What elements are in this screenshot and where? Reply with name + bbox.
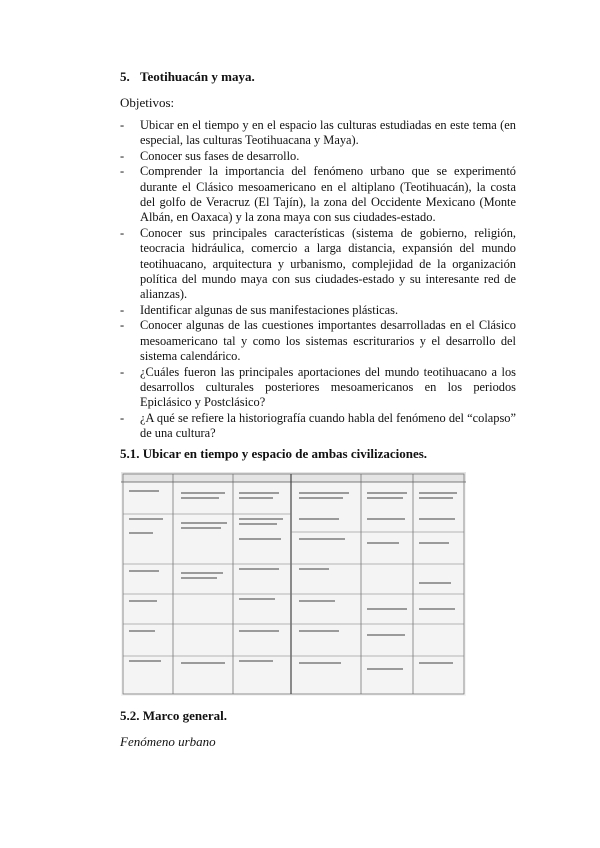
objective-text: ¿Cuáles fueron las principales aportaciones del mundo teotihuacano a los desarrollos culturales posteriores mesoamericanos en los periodos Epiclásico y Postclásico? bbox=[140, 364, 516, 410]
chronology-table-image bbox=[121, 472, 466, 696]
list-dash: - bbox=[120, 302, 125, 317]
objective-item bbox=[120, 365, 516, 411]
section-number: 5. bbox=[120, 69, 130, 84]
objective-text: Comprender la importancia del fenómeno urbano que se experimentó durante el Clásico mesoamericano en el altiplano (Teotihuacán), la costa del golfo de Veracruz (El Tajín), la zona del Occidente Mexicano (Monte Albán, en Oaxaca) y la zona maya con sus ciudades-estado. bbox=[140, 164, 516, 225]
objective-item bbox=[120, 164, 516, 226]
subheading-fenomeno-urbano: Fenómeno urbano bbox=[120, 734, 216, 749]
objective-item bbox=[120, 411, 516, 442]
section-title: Teotihuacán y maya. bbox=[140, 69, 255, 84]
list-dash: - bbox=[120, 164, 125, 179]
objective-text: Conocer sus principales características (sistema de gobierno, religión, teocracia hidráulica, comercio a larga distancia, expansión del mundo teotihuacano, arquitectura y urbanismo, complejidad de la organización política del mundo maya con sus ciudades-estado y su interesante red de alianzas). bbox=[140, 225, 516, 302]
objectives-list bbox=[120, 118, 516, 442]
section-heading bbox=[120, 69, 255, 85]
list-dash: - bbox=[120, 225, 125, 240]
objective-text: Ubicar en el tiempo y en el espacio las culturas estudiadas en este tema (en especial, las culturas Teotihuacana y Maya). bbox=[140, 118, 516, 148]
objective-item bbox=[120, 303, 516, 318]
subsection-heading-5-2: 5.2. Marco general. bbox=[120, 708, 227, 723]
objective-text: Conocer sus fases de desarrollo. bbox=[140, 148, 300, 163]
objective-text: Identificar algunas de sus manifestaciones plásticas. bbox=[140, 302, 399, 317]
list-dash: - bbox=[120, 364, 125, 379]
objective-text: Conocer algunas de las cuestiones importantes desarrolladas en el Clásico mesoamericano tal y como los sistemas escriturarios y el desarrollo del sistema calendárico. bbox=[140, 318, 516, 364]
objective-item bbox=[120, 226, 516, 303]
chronology-table-scan bbox=[121, 472, 466, 696]
subsection-heading-5-1: 5.1. Ubicar en tiempo y espacio de ambas civilizaciones. bbox=[120, 446, 428, 461]
list-dash: - bbox=[120, 410, 125, 425]
objective-item bbox=[120, 318, 516, 364]
objectives-label: Objetivos: bbox=[120, 95, 175, 110]
objective-item bbox=[120, 118, 516, 149]
objective-item bbox=[120, 149, 516, 164]
objective-text: ¿A qué se refiere la historiografía cuando habla del fenómeno del “colapso” de una cultura? bbox=[140, 410, 516, 441]
list-dash: - bbox=[120, 148, 125, 163]
list-dash: - bbox=[120, 118, 125, 132]
list-dash: - bbox=[120, 318, 125, 333]
